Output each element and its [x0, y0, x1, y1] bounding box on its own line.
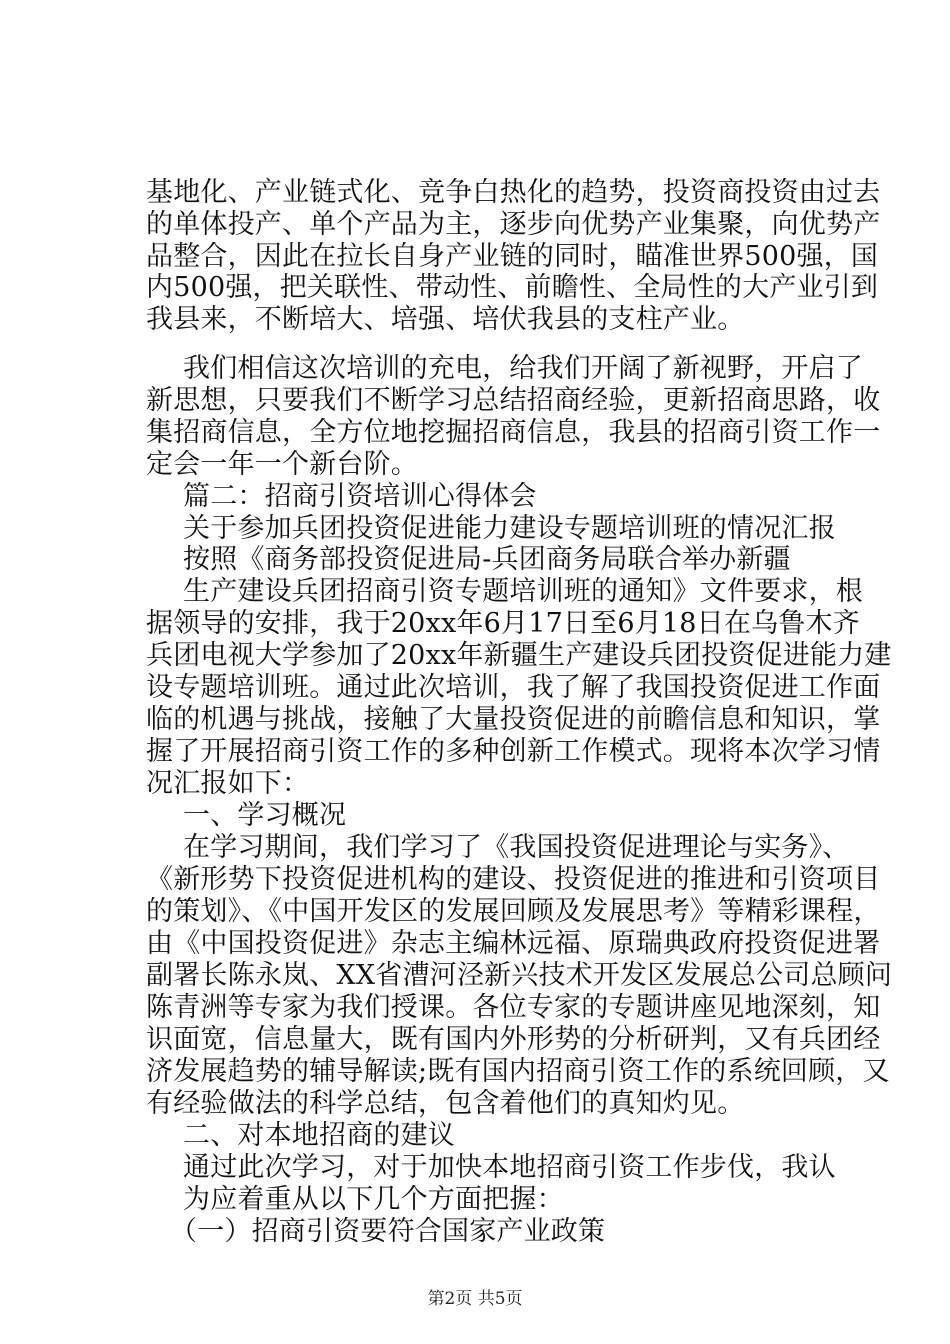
body-text-line: 识面宽，信息量大，既有国内外形势的分析研判，又有兵团经 — [146, 1024, 881, 1055]
body-text-line: 据领导的安排，我于20xx年6月17日至6月18日在乌鲁木齐 — [146, 608, 860, 639]
body-text-line: 的策划》、《中国开发区的发展回顾及发展思考》等精彩课程， — [146, 896, 881, 927]
body-text-line: 在学习期间，我们学习了《我国投资促进理论与实务》、 — [183, 832, 850, 863]
body-text-line: 通过此次学习，对于加快本地招商引资工作步伐，我认 — [183, 1152, 836, 1183]
body-text-line: 由《中国投资促进》杂志主编林远福、原瑞典政府投资促进署 — [146, 928, 881, 959]
subsection-heading: 一、学习概况 — [183, 800, 347, 831]
body-text-line: 济发展趋势的辅导解读;既有国内招商引资工作的系统回顾，又 — [146, 1056, 890, 1087]
body-text-line: 内500强，把关联性、带动性、前瞻性、全局性的大产业引到 — [146, 272, 879, 303]
report-title: 关于参加兵团投资促进能力建设专题培训班的情况汇报 — [183, 513, 836, 544]
body-text-line: 生产建设兵团招商引资专题培训班的通知》文件要求，根 — [183, 576, 863, 607]
body-text-line: 的单体投产、单个产品为主，逐步向优势产业集聚，向优势产 — [146, 209, 881, 240]
body-text-line: 定会一年一个新台阶。 — [146, 449, 418, 480]
page-footer: 第2页 共5页 — [427, 1289, 523, 1309]
body-text-line: 临的机遇与挑战，接触了大量投资促进的前瞻信息和知识，掌 — [146, 704, 881, 735]
body-text-line: 我县来，不断培大、培强、培伏我县的支柱产业。 — [146, 304, 745, 335]
body-text-line: 品整合，因此在拉长自身产业链的同时，瞄准世界500强，国 — [146, 241, 879, 272]
body-text-line: 我们相信这次培训的充电，给我们开阔了新视野，开启了 — [183, 353, 863, 384]
body-text-line: 按照《商务部投资促进局-兵团商务局联合举办新疆 — [183, 544, 791, 575]
body-text-line: 设专题培训班。通过此次培训，我了解了我国投资促进工作面 — [146, 672, 881, 703]
body-text-line: 兵团电视大学参加了20xx年新疆生产建设兵团投资促进能力建 — [146, 640, 892, 671]
body-text-line: 陈青洲等专家为我们授课。各位专家的专题讲座见地深刻，知 — [146, 992, 881, 1023]
body-text-line: 为应着重从以下几个方面把握： — [183, 1184, 564, 1215]
body-text-line: 新思想，只要我们不断学习总结招商经验，更新招商思路，收 — [146, 385, 881, 416]
subsection-heading: （一）招商引资要符合国家产业政策 — [170, 1216, 606, 1247]
subsection-heading: 二、对本地招商的建议 — [183, 1120, 455, 1151]
section-heading: 篇二：招商引资培训心得体会 — [183, 481, 537, 512]
body-text-line: 有经验做法的科学总结，包含着他们的真知灼见。 — [146, 1088, 745, 1119]
body-text-line: 《新形势下投资促进机构的建设、投资促进的推进和引资项目 — [146, 864, 881, 895]
body-text-line: 集招商信息，全方位地挖掘招商信息，我县的招商引资工作一 — [146, 417, 881, 448]
body-text-line: 基地化、产业链式化、竞争白热化的趋势，投资商投资由过去 — [146, 177, 881, 208]
body-text-line: 副署长陈永岚、XX省漕河泾新兴技术开发区发展总公司总顾问 — [146, 960, 893, 991]
body-text-line: 况汇报如下： — [146, 768, 310, 799]
body-text-line: 握了开展招商引资工作的多种创新工作模式。现将本次学习情 — [146, 736, 881, 767]
